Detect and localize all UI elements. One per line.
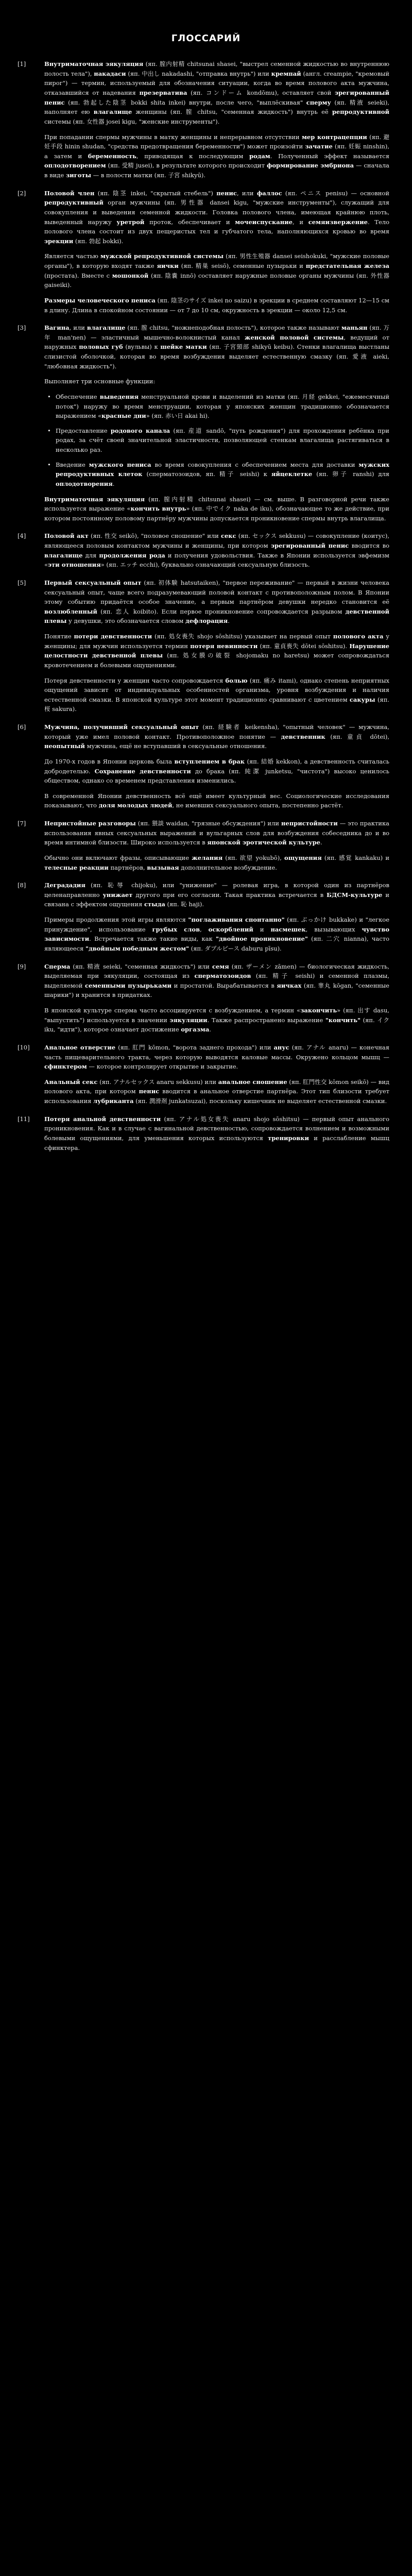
text-run: Примеры продолжения этой игры являются [44,916,188,924]
entry-paragraph [44,578,389,626]
term-highlight: яйцеклетке [271,470,313,478]
term-highlight: эти отношения [48,561,101,569]
term-highlight: БДСМ-культуре [327,891,383,899]
entry-paragraph [44,962,389,1001]
entry-paragraph [44,915,389,954]
glossary-entry [0,578,412,714]
text-run: , и [293,218,308,226]
text-run: и связана с эффектом ощущения [44,891,389,908]
entry-bullet-list [44,392,389,489]
term-highlight: яички [157,262,179,270]
text-run: Обеспечение [56,393,100,400]
text-run: . [228,617,230,625]
term-highlight: оскорблений [208,925,253,933]
text-run: , или [236,189,257,197]
term-highlight: Половой член [44,189,95,197]
text-run: вводится во [349,542,390,550]
term-highlight: Внутриматочная эякуляция [44,495,145,503]
entry-paragraph [44,1043,389,1072]
term-highlight: анальное сношение [218,1078,287,1086]
text-run: . [209,1026,211,1033]
text-run: и расслабление мышц сфинктера. [44,1134,390,1151]
term-highlight: чувство зависимости [44,925,390,943]
text-run: (яп. 万年 man'nen) — эластичный мышечно-волокнистый канал [44,324,389,341]
entry-paragraph [44,819,389,848]
term-highlight: семяизвержение [308,218,368,226]
entry-paragraph [44,1077,389,1106]
text-run: (яп. 初体験 hatsutaiken), "первое переживание" — первый в жизни человека сексуальный опыт, чаще всего подразумевающий половой контакт с противоположным полом. В Японии этому событию придаётся особое значение, а первым партнёром девушки нередко становится её [44,579,390,606]
text-run: дополнительное возбуждение. [179,863,277,871]
entry-number: [10] [18,1043,30,1051]
term-highlight: сперматозоидов [194,972,251,980]
term-highlight: Сохранение девственности [94,767,191,775]
text-run: В японской культуре сперма часто ассоциируется с возбуждением, а термин « [44,1007,301,1014]
entry-body [44,1114,389,1153]
text-run: менструальной крови и выделений из матки (яп. 月経 gekkei, "ежемесячный поток") наружу во время менструации, которая у японских женщин традиционно обозначается выражением « [56,393,389,420]
text-run: — в полости матки (яп. 子宮 shikyū). [91,172,205,179]
term-highlight: тренировки [268,1134,310,1142]
entry-number: [8] [18,882,26,889]
text-run: орган мужчины (яп. 男性器 dansei kigu, "мужские инструменты"), служащий для совокупления и выведения семенной жидкости. Головка полового члена, имеющая крайнюю плоть, выведенный наружу [44,199,389,226]
term-highlight: половых губ [79,343,123,351]
term-highlight: Непристойные разговоры [44,820,136,827]
text-run: (яп. 桜 sakura). [44,696,390,713]
term-highlight: шейке матки [160,343,207,351]
text-run: для [82,551,99,559]
text-run: (яп. 中出し nakadashi, "отправка внутрь") или [126,70,271,77]
text-run: , ведущий от наружных [44,333,389,351]
glossary-entry [0,880,412,953]
text-run: (яп. 肛門性交 kōmon seikō) — вид полового акта, при котором [44,1078,389,1095]
text-run: (яп. 処女膜の破裂 shojomaku no haretsu) может сопровождаться кровотечением и болевыми ощущениями. [44,652,389,669]
term-highlight: Половой акт [44,532,89,540]
text-run: у девушки, это обозначается словом [66,617,186,625]
bullet-item [56,460,389,489]
glossary-entry [0,323,412,523]
text-run: (яп. 陰茎 inkei, "скрытый стебель") [94,189,217,197]
text-run: » (яп. 中でイク naka de iku), обозначающее то же действие, при котором постоянному половому партнёру мужчины допускается проникновение спермы внутрь влагалища. [44,505,390,522]
text-run: . [320,839,322,846]
text-run: , приводящая к последующим [136,152,249,160]
term-highlight: оплодотворением [44,162,106,170]
term-highlight: эрегированный пенис [270,542,349,550]
term-highlight: продолжения рода [99,551,165,559]
text-run: (яп. 勃起 bokki). [73,237,124,245]
text-run: Обычно они включают фразы, описывающие [44,854,192,861]
text-run: (яп. アナルセックス anaru sekkusu) или [97,1078,218,1086]
entry-paragraph [44,59,389,126]
entry-number: [4] [18,532,26,540]
term-highlight: пенис [216,189,237,197]
text-run: (яп. 恥辱 chijoku), или "унижение" — ролевая игра, в которой один из партнёров целенаправленно [44,882,389,899]
text-run: и [253,925,271,933]
text-run: (простата). Вместе с [44,272,112,279]
text-run: (яп. 潤滑剤 junkatsuzai), поскольку кишечник не выделяет естественной смазки. [133,1097,387,1105]
entry-paragraph [44,791,389,810]
entry-paragraph [44,323,389,371]
text-run: Является частью [44,252,100,260]
text-run: (яп. 経験者 keikensha), "опытный человек" — мужчина, который уже имел половой контакт. Противоположное понятие — [44,723,389,740]
text-run: (яп. 卵子 ranshi) для [312,470,389,478]
glossary-entry [0,962,412,1035]
text-run: у женщины; для мужчин используется термин [44,633,389,650]
term-highlight: унижает [102,891,133,899]
term-highlight: мужского пениса [89,461,151,468]
text-run: (яп. アナル処女喪失 anaru shojo sōshitsu) — первый опыт анального проникновения. Как и в случае с вагинальной девственностью, сопровождается волнением и возможными болевыми ощущениями, для уменьшения которых используются [44,1115,390,1142]
text-run: (яп. 恋人 koibito). Если первое проникновение сопровождается разрывом [97,607,346,615]
term-highlight: семя [212,962,229,970]
term-highlight: Внутриматочная эякуляция [44,60,144,68]
text-run: До 1970-х годов в Японии церковь была [44,757,175,765]
term-highlight: девственной плевы [44,607,389,625]
term-highlight: "кончить" [325,1016,361,1024]
term-highlight: мошонкой [112,272,149,279]
term-highlight: желания [192,854,223,861]
entry-paragraph [44,722,389,751]
entry-body [44,722,389,810]
text-run: во время совокупления с обеспечением места для доставки [151,461,359,468]
entry-body [44,189,389,315]
term-highlight: Мужчина, получивший сексуальный опыт [44,723,199,731]
term-highlight: полового акта [333,633,384,640]
term-highlight: Нарушение целостности девственной плевы [44,642,389,659]
term-highlight: мужских репродуктивных клеток [56,461,389,478]
text-run: . Полученный эффект называется [270,152,389,160]
text-run: (яп. 二穴 nianna), часто являющееся [44,935,389,952]
entry-number: [5] [18,579,26,586]
text-run: (яп. 精液 seieki, "семенная жидкость") или [70,962,212,970]
entry-paragraph [44,132,389,180]
entry-body [44,531,389,570]
text-run: — это практика использования явных сексуальных выражений и вульгарных слов для возбуждения собеседника до и во время интимной близости. Широко используется в [44,820,389,846]
text-run: Понятие [44,633,74,640]
term-highlight: Деградадия [44,882,85,889]
term-highlight: влагалище [87,324,126,332]
term-highlight: Размеры человеческого пениса [44,296,156,304]
text-run: (яп. 精子 seishi) и семенной плазмы, выделяемой [44,972,389,989]
text-run: , или [69,324,87,332]
entry-number: [7] [18,820,26,827]
term-highlight: репродуктивный [44,199,104,207]
text-run: (яп. 猥談 waidan, "грязные обсуждения") или [135,820,282,827]
glossary-list [0,59,412,1153]
term-highlight: оргазма [181,1026,210,1033]
text-run: (яп. 童貞 dōtei), [325,733,389,740]
text-run: до брака (яп. 純潔 junketsu, "чистота") высоко ценилось обществом, однако со временем представления изменились. [44,767,389,785]
text-run: Введение [56,461,89,468]
text-run: (яп. 精液 seieki), наполняет ею [44,98,389,116]
text-run: (яп. 受精 jusei), в результате которого происходит [106,162,267,170]
text-run: , вызывающих [305,925,362,933]
term-highlight: уретрой [116,218,145,226]
text-run: (сперматозоидов, яп. 精子 seishi) к [142,470,271,478]
term-highlight: предстательная железа [305,262,389,270]
term-highlight: Вагина [44,324,70,332]
text-run: (яп. 陰茎のサイズ inkei no saizu) в эрекции в среднем составляют 12—15 см в длину. Длина в спокойном состоянии — от 7 до 10 см, окружность в эрекции — около 12,5 см. [44,296,389,314]
text-run: (яп. セックス sekkusu) — совокупление (коитус), являющееся половым контактом мужчины и женщины, при котором [44,532,390,550]
text-run: . Встречается также такие виды, как [89,935,216,943]
text-run: , не имевших сексуального опыта, постепенно растёт. [172,802,344,809]
term-highlight: накадаси [94,70,126,77]
term-highlight: насмешек [270,925,306,933]
term-highlight: фаллос [256,189,282,197]
entry-paragraph [44,495,389,523]
text-run: (яп. 産道 sandō, "путь рождения") для прохождения ребёнка при родах, за счёт своей значительной эластичности, позволяющей стенкам влагалища растягиваться в несколько раз. [56,427,389,454]
text-run: проток, обеспечивает и [144,218,235,226]
text-run: системы (яп. 女性器 josei kigu, "женские инструменты"). [44,117,220,125]
text-run: (яп. 欲望 yokubō), [222,854,285,861]
text-run: (яп. 膣内射精 chitsunai shasei) — см. выше. В разговорной речи также используется выражение « [44,495,389,513]
term-highlight: вступлением в брак [174,757,245,765]
term-highlight: репродуктивной [332,108,389,116]
text-run: и получения удовольствия. Также в Японии используется эвфемизм « [44,551,389,569]
glossary-entry [0,1114,412,1153]
term-highlight: возлюбленный [44,607,97,615]
term-highlight: Анальное отверстие [44,1043,116,1051]
text-run: мужчина, ещё не вступавший в сексуальные отношения. [84,742,267,750]
term-highlight: "двойным победным жестом" [85,944,190,952]
entry-number: [6] [18,723,26,731]
text-run: . Тело полового члена состоит из двух пещеристых тел и губчатого тела, наполняющихся кровью во время [44,218,389,235]
term-highlight: японской эротической культуре [207,839,320,846]
entry-body [44,59,389,180]
term-highlight: непристойности [281,820,338,827]
term-highlight: презерватива [139,89,187,97]
text-run: При попадании спермы мужчины в матку женщины и непрерывном отсутствии [44,133,302,141]
text-run: . [112,480,115,487]
term-highlight: девственник [281,733,325,740]
term-highlight: зачатие [305,143,333,150]
term-highlight: ощущения [284,854,322,861]
term-highlight: эякуляции [169,1016,208,1024]
text-run: (яп. ダブルピース daburu pīsu). [189,944,282,952]
entry-body [44,578,389,714]
term-highlight: сакуры [349,696,375,703]
term-highlight: влагалище [93,108,132,116]
entry-paragraph [44,1006,389,1035]
entry-number: [9] [18,962,26,970]
term-highlight: сперму [306,98,331,106]
term-highlight: "поглаживания спонтанно" [188,916,285,924]
term-highlight: "двойное проникновение" [215,935,308,943]
text-run: (яп. 痛み itami), однако степень неприятных ощущений зависит от индивидуальных особенностей организма, уровня возбуждения и наличия естественной смазки. В японской культуре этот момент традиционно сравнивают с цветением [44,676,389,703]
term-highlight: эрегированный пенис [44,89,389,106]
entry-paragraph [44,531,389,570]
text-run: вводится в анальное отверстие партнёра. Этот тип близости требует использования [44,1088,389,1105]
text-run: (яп. 子宮頸部 shikyū keibu). Стенки влагалища выстланы слизистой оболочкой, которая во время возбуждения выделяет естественную смазку (яп. 愛液 aieki, "любовная жидкость"). [44,343,390,370]
term-highlight: беременность [88,152,136,160]
term-highlight: выведения [99,393,139,400]
term-highlight: оплодотворения [56,480,113,487]
text-run: (яп. 膣内射精 chitsunai shasei, "выстрел семенной жидкостью во внутреннюю полость тела"), [44,60,389,77]
text-run: Потеря девственности у женщин часто сопровождается [44,676,226,684]
text-run: (яп. コンドーム kondōmu), оставляет свой [187,89,335,97]
term-highlight: доля молодых людей [98,802,173,809]
text-run: (яп. 膣 chitsu, "ножнеподобная полость"), которое также называют [125,324,341,332]
term-highlight: сфинктером [44,1063,87,1071]
bullet-item [56,426,389,455]
term-highlight: родового канала [110,427,170,434]
term-highlight: вызывая [147,863,179,871]
term-highlight: маньян [341,324,368,332]
term-highlight: лубриканта [93,1097,134,1105]
term-highlight: семенными пузырьками [84,981,172,989]
text-run: (яп. 睾丸 kōgan, "семенные шарики") и хранится в придатках. [44,981,389,999]
entry-paragraph [44,757,389,786]
entry-body [44,323,389,523]
text-run: (яп. 避妊手段 hinin shudan, "средства предотвращения беременности") может произойти [44,133,389,150]
entry-body [44,880,389,953]
term-highlight: телесные реакции [44,863,109,871]
text-run: (яп. イク iku, "идти"), которое означает достижение [44,1016,389,1033]
text-run: » (яп. エッチ ecchi), буквально означающий сексуальную близость. [100,561,310,569]
text-run: (яп. アナル anaru) — конечная часть пищеварительного тракта, через которую выводятся каловые массы. Окружено кольцом мышц — [44,1043,389,1061]
entry-body [44,819,389,872]
term-highlight: пенис [139,1088,160,1095]
term-highlight: мер контрацепции [301,133,367,141]
text-run: (яп. 恥 haji). [165,901,204,908]
page-title: ГЛОССАРИЙ [171,33,241,44]
text-run: » (яп. 出す dasu, "выпустить") используется в значении [44,1007,390,1024]
entry-paragraph [44,880,389,909]
entry-number: [11] [18,1115,30,1123]
entry-paragraph [44,676,389,715]
term-highlight: красные дни [101,412,146,420]
term-highlight: зиготы [65,172,92,179]
term-highlight: мужской репродуктивной системы [100,252,224,260]
glossary-entry [0,1043,412,1106]
term-highlight: потери девственности [74,633,152,640]
text-run: другого при его согласии. Такая практика встречается в [132,891,327,899]
text-run: (яп. ぶっかけ bukkake) и "легкое принуждение", использование [44,916,390,933]
glossary-entry [0,59,412,180]
term-highlight: грубых слов [152,925,200,933]
term-highlight: закончить [300,1007,337,1014]
entry-paragraph [44,296,389,315]
text-run: (яп. 結婚 kekkon), а девственность считалась добродетелью. [44,757,389,775]
entry-paragraph [44,1114,389,1153]
term-highlight: Анальный секс [44,1078,98,1086]
glossary-entry [0,819,412,872]
text-run: (яп. 妊娠 ninshin), а затем и [44,143,389,160]
text-run: (яп. 男性生殖器 dansei seishokuki, "мужские половые органы"), в которую входят также [44,252,389,270]
text-run: Предоставление [56,427,111,434]
text-run: (яп. 精巣 seisō), семенные пузырьки и [178,262,306,270]
term-highlight: стыда [144,901,165,908]
term-highlight: мочеиспускание [235,218,293,226]
text-run: (яп. ペニス penisu) — основной [282,189,389,197]
text-run: и простатой. Вырабатывается в [171,981,277,989]
text-run: женщины (яп. 膣 chitsu, "семенная жидкость") внутрь её [132,108,332,116]
entry-number: [1] [18,60,26,68]
entry-paragraph [44,251,389,290]
glossary-entry [0,531,412,570]
term-highlight: родам [249,152,270,160]
term-highlight: эрекции [44,237,74,245]
text-run: . Также распространено выражение [207,1016,325,1024]
term-highlight: кремпай [271,70,301,77]
text-run: (яп. 処女喪失 shojo sōshitsu) указывает на первый опыт [152,633,333,640]
entry-number: [3] [18,324,26,332]
entry-number: [2] [18,189,26,197]
text-run: » (яп. 赤い日 akai hi). [146,412,210,420]
glossary-entry [0,722,412,810]
text-run: (яп. 感覚 kankaku) и [321,854,389,861]
term-highlight: Первый сексуальный опыт [44,579,142,586]
entry-body [44,1043,389,1106]
bullet-item [56,392,389,421]
text-run: (яп. 童貞喪失 dōtei sōshitsu). [258,642,350,650]
text-run: (яп. ザーメン zāmen) — биологическая жидкость, выделяемая при эякуляции, состоящая из [44,962,390,980]
term-highlight: секс [220,532,236,540]
entry-paragraph [44,853,389,872]
term-highlight: Потеря анальной девственности [44,1115,161,1123]
term-highlight: потеря невинности [190,642,258,650]
text-run: — которое контролирует открытие и закрытие. [87,1063,238,1071]
text-run: (яп. 肛門 kōmon, "ворота заднего прохода") или [115,1043,274,1051]
term-highlight: Сперма [44,962,71,970]
term-highlight: дефлорация [185,617,228,625]
text-run: (англ. creampie, "кремовый пирог") — термин, используемый для обозначения ситуации, когда во время полового акта мужчина, отказавшийся от надевания [44,70,389,97]
text-run: (яп. 勃起した陰茎 bokki shita inkei) внутри, после чего, "выплёскивая" [64,98,306,106]
text-run: (яп. 性交 seikō), "половое сношение" или [88,532,221,540]
entry-body [44,962,389,1035]
term-highlight: яичках [277,981,302,989]
term-highlight: формирование эмбриона [266,162,354,170]
text-run: (вульвы) к [123,343,161,351]
text-run: В современной Японии девственность всё ещё имеет культурный вес. Социологические исследования показывают, что [44,792,389,809]
text-run: , [200,925,209,933]
text-run: Выполняет три основные функции: [44,378,156,385]
entry-paragraph [44,377,389,386]
term-highlight: анус [273,1043,289,1051]
term-highlight: женской половой системы [244,333,344,341]
term-highlight: кончить внутрь [130,505,186,513]
entry-paragraph [44,632,389,670]
term-highlight: неопытный [44,742,85,750]
text-run: партнёров, [108,863,147,871]
text-run: — сначала в виде [44,162,390,179]
text-run: (яп. 陰嚢 innō) составляет наружные половые органы мужчины (яп. 外性器 gaiseiki). [44,272,389,289]
entry-paragraph [44,189,389,246]
glossary-entry [0,189,412,315]
term-highlight: болью [225,676,248,684]
term-highlight: влагалище [44,551,83,559]
